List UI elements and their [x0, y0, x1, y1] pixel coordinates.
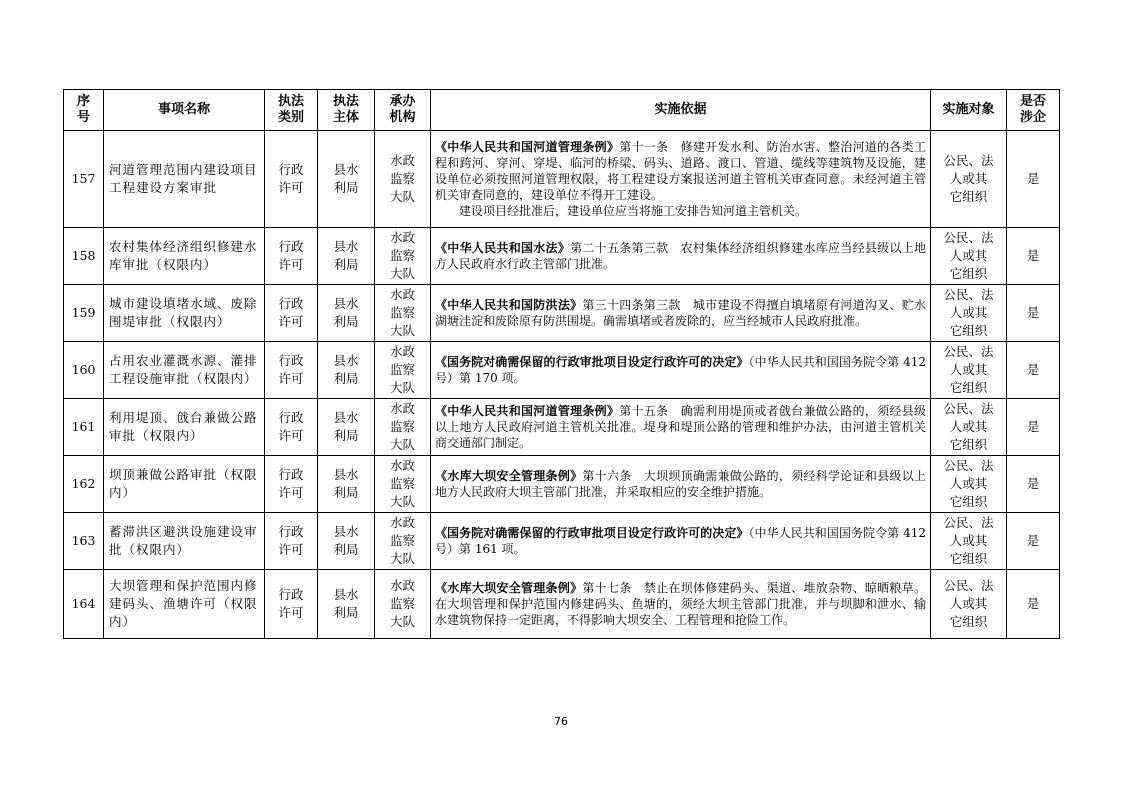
- law-title: 《水库大坝安全管理条例》: [435, 581, 583, 595]
- law-title: 《中华人民共和国水法》: [435, 241, 571, 255]
- basis-text: （中华人民共和国国务院令第 412 号）第 161 项。: [435, 526, 926, 556]
- table-row: [64, 285, 1060, 342]
- target-group: 公民、法 人或其 它组织: [931, 131, 1007, 228]
- enforcement-type: 行政 许可: [265, 456, 318, 513]
- table-row: [64, 228, 1060, 285]
- header-subject: 执法 主体: [318, 90, 375, 131]
- item-name: 蓄滞洪区避洪设施建设审批（权限内）: [104, 513, 265, 570]
- row-number: 160: [64, 342, 104, 399]
- basis-text: 第二十五条第三款 农村集体经济组织修建水库应当经县级以上地方人民政府水行政主管部门批准。: [435, 241, 926, 271]
- law-title: 《中华人民共和国河道管理条例》: [435, 140, 620, 154]
- item-name: 城市建设填堵水域、废除围堤审批（权限内）: [104, 285, 265, 342]
- handling-agency: 水政 监察 大队: [375, 228, 431, 285]
- law-title: 《水库大坝安全管理条例》: [435, 469, 583, 483]
- law-title: 《国务院对确需保留的行政审批项目设定行政许可的决定》: [435, 526, 749, 540]
- basis-text: 第十七条 禁止在坝体修建码头、渠道、堆放杂物、晾晒粮草。在大坝管理和保护范围内修建码头、鱼塘的，须经大坝主管部门批准，并与坝脚和泄水、输水建筑物保持一定距离，不得影响大坝安全、工程管理和抢险工作。: [435, 581, 926, 627]
- target-group: 公民、法 人或其 它组织: [931, 228, 1007, 285]
- enforcement-subject: 县水 利局: [318, 456, 375, 513]
- implementation-basis: [431, 399, 931, 456]
- enterprise-flag: 是: [1007, 570, 1060, 639]
- implementation-basis: [431, 513, 931, 570]
- basis-text: 第十五条 确需利用堤顶或者戗台兼做公路的，须经县级以上地方人民政府河道主管机关批准。堤身和堤顶公路的管理和维护办法，由河道主管机关商交通部门制定。: [435, 404, 926, 450]
- header-target: 实施对象: [931, 90, 1007, 131]
- enforcement-subject: 县水 利局: [318, 570, 375, 639]
- table-row: [64, 513, 1060, 570]
- enforcement-subject: 县水 利局: [318, 228, 375, 285]
- enforcement-subject: 县水 利局: [318, 513, 375, 570]
- table-row: [64, 570, 1060, 639]
- item-name: 河道管理范围内建设项目工程建设方案审批: [104, 131, 265, 228]
- handling-agency: 水政 监察 大队: [375, 456, 431, 513]
- page-number: 76: [554, 715, 568, 728]
- enforcement-type: 行政 许可: [265, 399, 318, 456]
- implementation-basis: [431, 456, 931, 513]
- header-enterprise: 是否 涉企: [1007, 90, 1060, 131]
- enterprise-flag: 是: [1007, 513, 1060, 570]
- header-basis: 实施依据: [431, 90, 931, 131]
- row-number: 164: [64, 570, 104, 639]
- handling-agency: 水政 监察 大队: [375, 285, 431, 342]
- basis-text: 第十一条 修建开发水利、防治水害、整治河道的各类工程和跨河、穿河、穿堤、临河的桥梁、码头、道路、渡口、管道、缆线等建筑物及设施，建设单位必须按照河道管理权限，将工程建设方案报送河道主管机关审查同意。未经河道主管机关审查同意的，建设单位不得开工建设。: [435, 140, 926, 202]
- enterprise-flag: 是: [1007, 228, 1060, 285]
- enforcement-type: 行政 许可: [265, 513, 318, 570]
- enterprise-flag: 是: [1007, 399, 1060, 456]
- enforcement-type: 行政 许可: [265, 342, 318, 399]
- header-type: 执法 类别: [265, 90, 318, 131]
- implementation-basis: [431, 131, 931, 228]
- target-group: 公民、法 人或其 它组织: [931, 285, 1007, 342]
- enterprise-flag: 是: [1007, 285, 1060, 342]
- enforcement-subject: 县水 利局: [318, 342, 375, 399]
- law-title: 《国务院对确需保留的行政审批项目设定行政许可的决定》: [435, 355, 749, 369]
- implementation-basis: [431, 570, 931, 639]
- row-number: 157: [64, 131, 104, 228]
- table-row: [64, 131, 1060, 228]
- law-title: 《中华人民共和国河道管理条例》: [435, 404, 620, 418]
- implementation-basis: [431, 342, 931, 399]
- enforcement-subject: 县水 利局: [318, 285, 375, 342]
- target-group: 公民、法 人或其 它组织: [931, 456, 1007, 513]
- handling-agency: 水政 监察 大队: [375, 131, 431, 228]
- row-number: 162: [64, 456, 104, 513]
- implementation-basis: [431, 285, 931, 342]
- enforcement-subject: 县水 利局: [318, 131, 375, 228]
- enforcement-type: 行政 许可: [265, 228, 318, 285]
- target-group: 公民、法 人或其 它组织: [931, 513, 1007, 570]
- handling-agency: 水政 监察 大队: [375, 342, 431, 399]
- table-header-row: [64, 90, 1060, 131]
- handling-agency: 水政 监察 大队: [375, 513, 431, 570]
- item-name: 利用堤顶、戗台兼做公路审批（权限内）: [104, 399, 265, 456]
- row-number: 158: [64, 228, 104, 285]
- basis-extra-text: 建设项目经批准后，建设单位应当将施工安排告知河道主管机关。: [459, 204, 808, 218]
- header-seq: 序 号: [64, 90, 104, 131]
- basis-text: 第三十四条第三款 城市建设不得擅自填堵原有河道沟叉、贮水湖塘洼淀和废除原有防洪围堤。确需填堵或者废除的，应当经城市人民政府批准。: [435, 298, 926, 328]
- handling-agency: 水政 监察 大队: [375, 399, 431, 456]
- handling-agency: 水政 监察 大队: [375, 570, 431, 639]
- law-title: 《中华人民共和国防洪法》: [435, 298, 583, 312]
- basis-text: 第十六条 大坝坝顶确需兼做公路的，须经科学论证和县级以上地方人民政府大坝主管部门批准，并采取相应的安全维护措施。: [435, 469, 926, 499]
- target-group: 公民、法 人或其 它组织: [931, 570, 1007, 639]
- item-name: 坝顶兼做公路审批（权限内）: [104, 456, 265, 513]
- enforcement-subject: 县水 利局: [318, 399, 375, 456]
- enforcement-items-table: [63, 89, 1060, 639]
- target-group: 公民、法 人或其 它组织: [931, 342, 1007, 399]
- header-agency: 承办 机构: [375, 90, 431, 131]
- enterprise-flag: 是: [1007, 342, 1060, 399]
- enforcement-type: 行政 许可: [265, 131, 318, 228]
- enterprise-flag: 是: [1007, 456, 1060, 513]
- target-group: 公民、法 人或其 它组织: [931, 399, 1007, 456]
- enterprise-flag: 是: [1007, 131, 1060, 228]
- table-row: [64, 342, 1060, 399]
- row-number: 159: [64, 285, 104, 342]
- implementation-basis: [431, 228, 931, 285]
- table-row: [64, 399, 1060, 456]
- enforcement-type: 行政 许可: [265, 285, 318, 342]
- item-name: 农村集体经济组织修建水库审批（权限内）: [104, 228, 265, 285]
- enforcement-type: 行政 许可: [265, 570, 318, 639]
- table-row: [64, 456, 1060, 513]
- header-name: 事项名称: [104, 90, 265, 131]
- item-name: 大坝管理和保护范围内修建码头、渔塘许可（权限内）: [104, 570, 265, 639]
- row-number: 161: [64, 399, 104, 456]
- row-number: 163: [64, 513, 104, 570]
- item-name: 占用农业灌溉水源、灌排工程设施审批（权限内）: [104, 342, 265, 399]
- basis-text: （中华人民共和国国务院令第 412 号）第 170 项。: [435, 355, 926, 385]
